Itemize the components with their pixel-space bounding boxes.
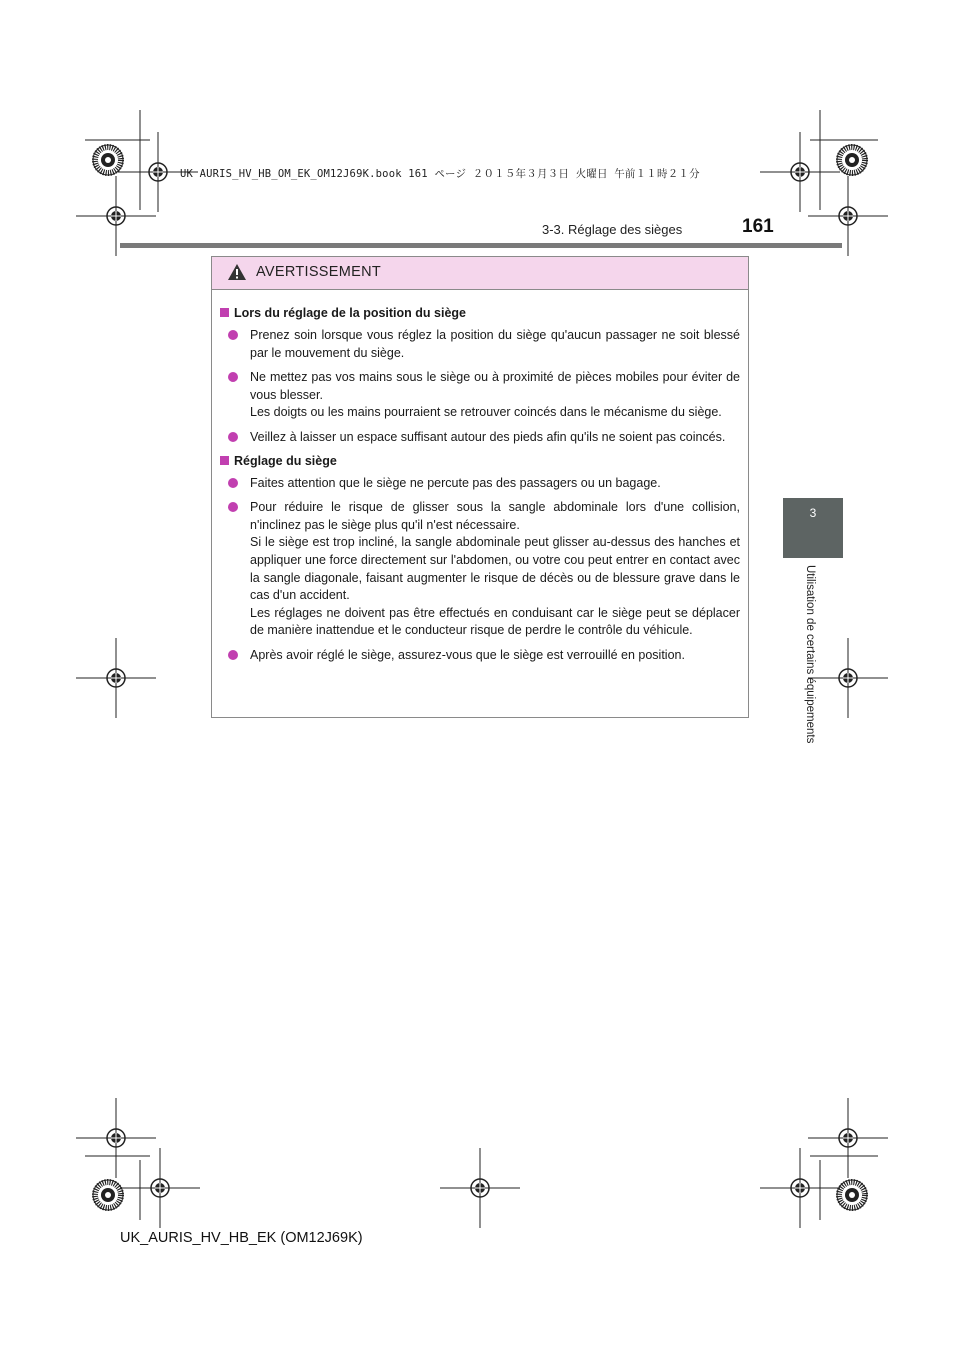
round-bullet-icon (228, 372, 238, 382)
warning-body (212, 290, 748, 665)
round-bullet-icon (228, 478, 238, 488)
square-bullet-icon (220, 308, 229, 317)
warning-bullet-item (228, 475, 740, 493)
page-number: 161 (742, 216, 774, 237)
warning-bullet-text: Ne mettez pas vos mains sous le siège ou à proximité de pièces mobiles pour éviter de vous blesser. (250, 370, 740, 402)
section-title: 3-3. Réglage des sièges (542, 222, 683, 237)
warning-triangle-icon (227, 263, 247, 281)
warning-section-heading-text: Réglage du siège (234, 453, 337, 468)
warning-box (211, 256, 749, 718)
warning-bullet-text: Les réglages ne doivent pas être effectués en conduisant car le siège peut se déplacer de manière inattendue et le conducteur risque de perdre le contrôle du véhicule. (250, 605, 740, 638)
warning-bullet-text: Prenez soin lorsque vous réglez la position du siège qu'aucun passager ne soit blessé par le mouvement du siège. (250, 328, 740, 360)
round-bullet-icon (228, 432, 238, 442)
warning-section-heading (220, 454, 740, 468)
warning-bullet-item (228, 429, 740, 447)
round-bullet-icon (228, 502, 238, 512)
header-rule (120, 243, 842, 248)
warning-section-heading (220, 306, 740, 320)
chapter-number: 3 (809, 506, 817, 520)
book-file-line: UK AURIS_HV_HB_OM_EK_OM12J69K.book 161 ページ ２０１５年３月３日 火曜日 午前１１時２１分 (180, 168, 700, 180)
round-bullet-icon (228, 330, 238, 340)
warning-bullet-item (228, 369, 740, 422)
square-bullet-icon (220, 456, 229, 465)
warning-bullet-item (228, 327, 740, 362)
chapter-label: Utilisation de certains équipements (804, 565, 816, 744)
warning-bullet-text: Pour réduire le risque de glisser sous la sangle abdominale lors d'une collision, n'inclinez pas le siège plus qu'il n'est nécessaire. (250, 500, 740, 532)
warning-bullet-item (228, 499, 740, 640)
round-bullet-icon (228, 650, 238, 660)
chapter-tab (783, 498, 843, 558)
warning-bullet-text: Après avoir réglé le siège, assurez-vous que le siège est verrouillé en position. (250, 647, 685, 662)
warning-section-heading-text: Lors du réglage de la position du siège (234, 306, 466, 320)
warning-bullet-text: Faites attention que le siège ne percute pas des passagers ou un bagage. (250, 475, 661, 490)
warning-bullet-text: Veillez à laisser un espace suffisant autour des pieds afin qu'ils ne soient pas coincés. (250, 429, 726, 444)
warning-header (212, 257, 748, 290)
warning-bullet-text: Les doigts ou les mains pourraient se retrouver coincés dans le mécanisme du siège. (250, 405, 722, 420)
warning-title: AVERTISSEMENT (256, 264, 382, 280)
warning-bullet-text: Si le siège est trop incliné, la sangle abdominale peut glisser au-dessus des hanches et appliquer une force directement sur l'abdomen, ou votre cou peut entrer en contact avec la sangle diagonale, faisant augmenter le risque de décès ou de blessure grave dans le cas d'un accident. (250, 535, 740, 603)
warning-bullet-item (228, 647, 740, 665)
document-code: UK_AURIS_HV_HB_EK (OM12J69K) (120, 1230, 363, 1246)
